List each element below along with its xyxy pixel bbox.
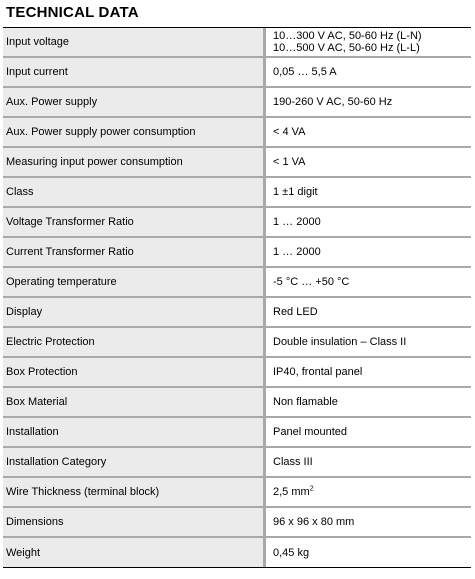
spec-value-line: Double insulation – Class II (273, 336, 407, 348)
table-row (3, 88, 471, 118)
spec-label: Installation (3, 418, 266, 446)
spec-label: Display (3, 298, 266, 326)
spec-label: Aux. Power supply (3, 88, 266, 116)
spec-value (266, 58, 471, 86)
table-row (3, 298, 471, 328)
spec-value-line: Panel mounted (273, 426, 347, 438)
spec-value-line: 1 … 2000 (273, 216, 321, 228)
spec-value-line: Non flamable (273, 396, 338, 408)
table-row (3, 58, 471, 88)
spec-value (266, 88, 471, 116)
table-row (3, 268, 471, 298)
table-row (3, 508, 471, 538)
table-row (3, 478, 471, 508)
page-title: TECHNICAL DATA (6, 4, 139, 21)
spec-value (266, 118, 471, 146)
spec-value (266, 208, 471, 236)
spec-label: Electric Protection (3, 328, 266, 356)
spec-value-line: 10…500 V AC, 50-60 Hz (L-L) (273, 42, 420, 54)
spec-label: Current Transformer Ratio (3, 238, 266, 266)
spec-value (266, 388, 471, 416)
spec-value (266, 298, 471, 326)
spec-value (266, 238, 471, 266)
spec-label: Class (3, 178, 266, 206)
table-row (3, 238, 471, 268)
spec-value-line: 0,05 … 5,5 A (273, 66, 337, 78)
spec-value-line: 0,45 kg (273, 546, 310, 559)
spec-value-line: 2,5 $mm^2$ (273, 485, 314, 498)
table-row (3, 418, 471, 448)
spec-value (266, 418, 471, 446)
spec-label: Voltage Transformer Ratio (3, 208, 266, 236)
spec-value (266, 538, 471, 567)
spec-value (266, 328, 471, 356)
spec-label: Weight (3, 538, 266, 567)
spec-label: Input current (3, 58, 266, 86)
spec-label: Measuring input power consumption (3, 148, 266, 176)
spec-value (266, 178, 471, 206)
spec-label: Input voltage (3, 28, 266, 56)
spec-value (266, 508, 471, 536)
table-row (3, 208, 471, 238)
spec-value-line: IP40, frontal panel (273, 366, 363, 378)
spec-value (266, 358, 471, 386)
spec-label: Box Protection (3, 358, 266, 386)
spec-value-line: 96 x 96 x 80 mm (273, 516, 355, 528)
spec-value-line: < 4 VA (273, 126, 306, 138)
table-row (3, 178, 471, 208)
spec-label: Box Material (3, 388, 266, 416)
spec-label: Wire Thickness (terminal block) (3, 478, 266, 506)
spec-value (266, 448, 471, 476)
table-row (3, 328, 471, 358)
table-row (3, 118, 471, 148)
spec-value-line: 190-260 V AC, 50-60 Hz (273, 96, 393, 108)
spec-label: Aux. Power supply power consumption (3, 118, 266, 146)
spec-value-line: 1 … 2000 (273, 246, 321, 258)
table-row (3, 538, 471, 568)
spec-value-line: -5 °C … +50 °C (273, 276, 350, 288)
spec-value-line: Red LED (273, 306, 318, 318)
table-row (3, 448, 471, 478)
spec-value-line: Class III (273, 456, 313, 468)
spec-label: Operating temperature (3, 268, 266, 296)
spec-value-superscript: 2 (309, 485, 314, 493)
spec-value (266, 148, 471, 176)
spec-label: Installation Category (3, 448, 266, 476)
table-row (3, 358, 471, 388)
spec-value-line: < 1 VA (273, 156, 306, 168)
table-row (3, 148, 471, 178)
spec-value-line: 1 ±1 digit (273, 186, 318, 198)
spec-label: Dimensions (3, 508, 266, 536)
spec-value (266, 268, 471, 296)
table-row (3, 388, 471, 418)
technical-data-table (3, 27, 471, 568)
spec-value (266, 28, 471, 56)
spec-value (266, 478, 471, 506)
spec-value-line: 10…300 V AC, 50-60 Hz (L-N) (273, 30, 422, 42)
table-row (3, 28, 471, 58)
